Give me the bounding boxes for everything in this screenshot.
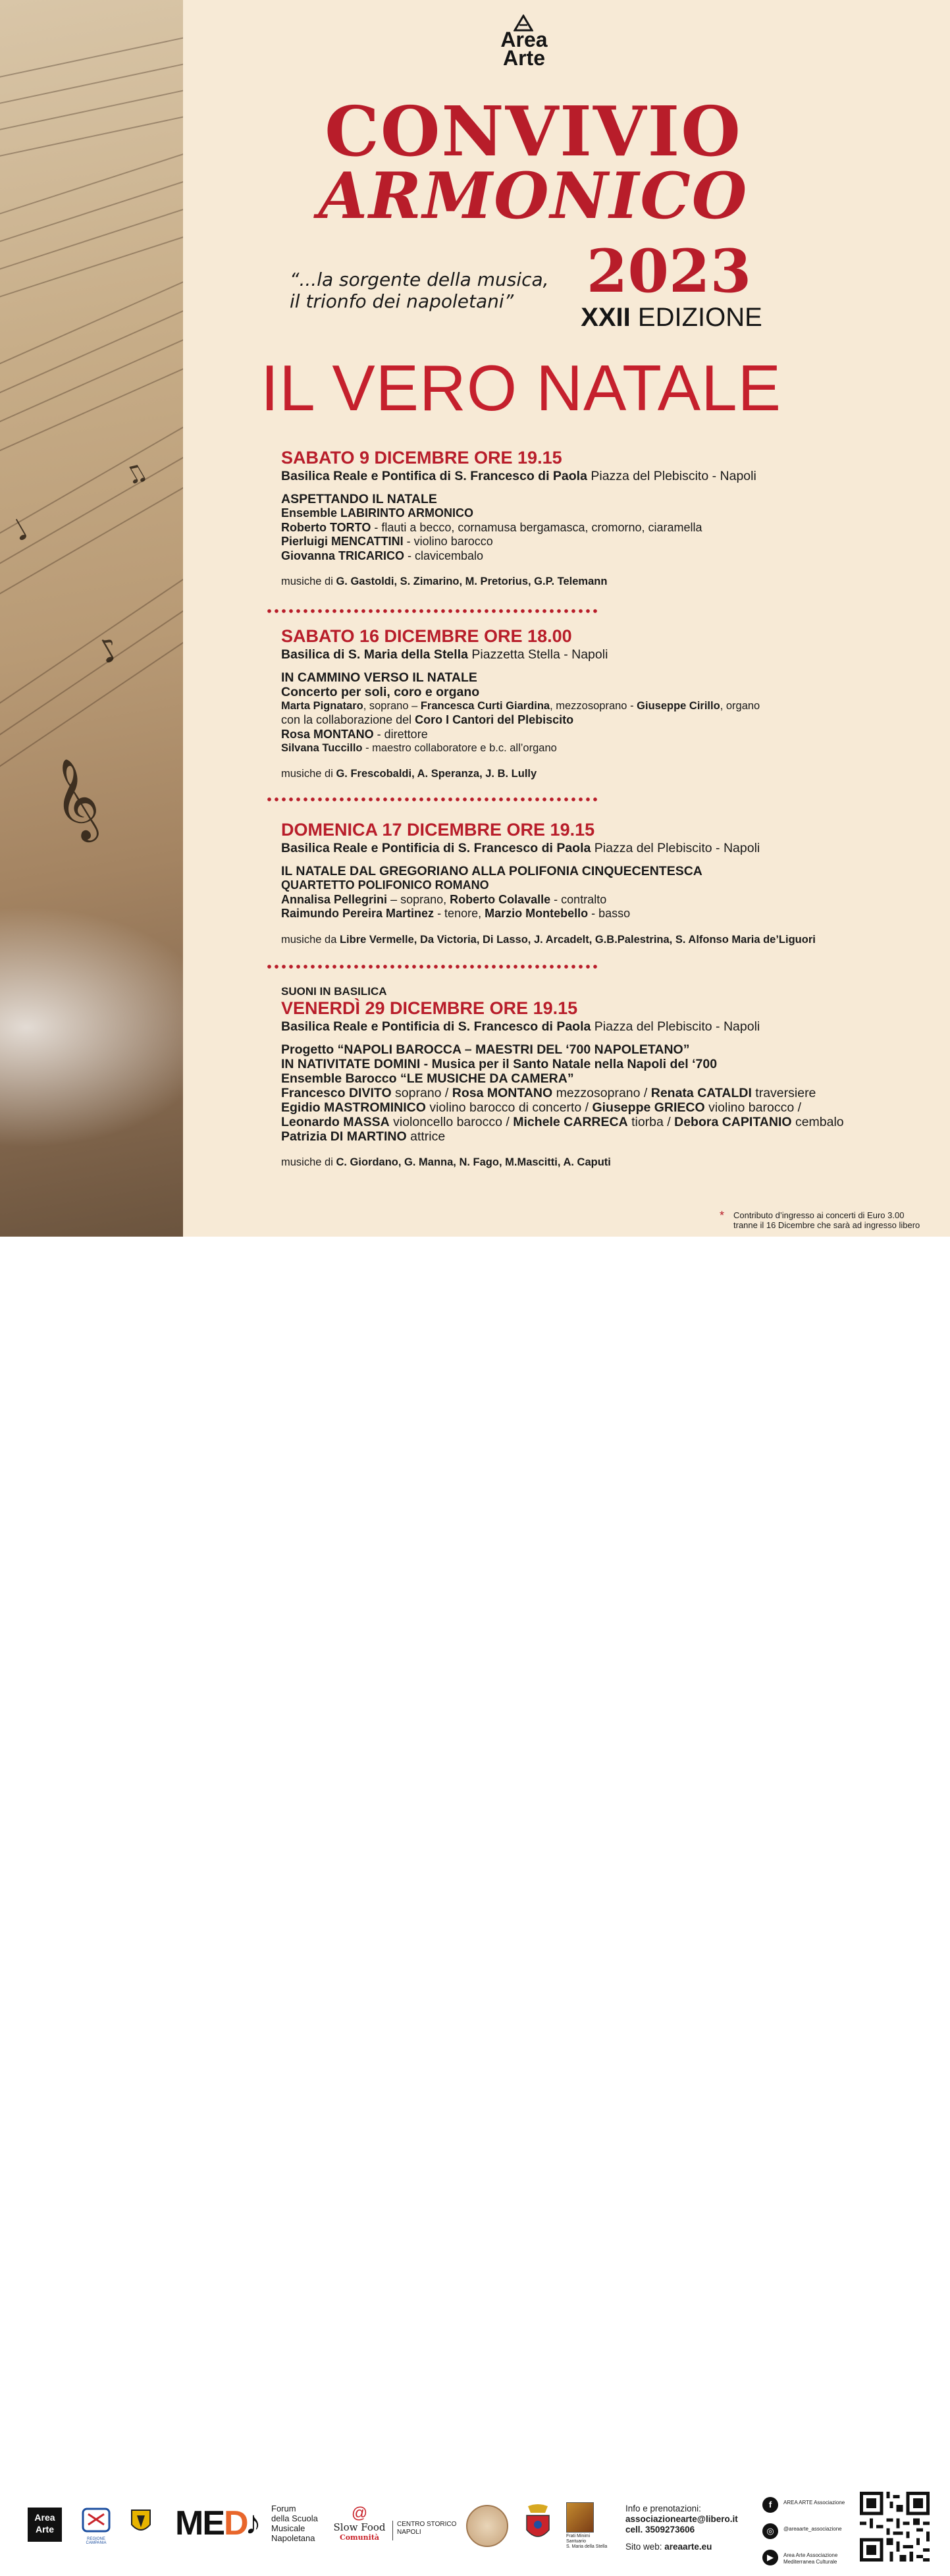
performer-line: con la collaborazione del Coro I Cantori del Plebiscito [281,713,574,726]
event-project: Progetto “NAPOLI BAROCCA – MAESTRI DEL ‘700 NAPOLETANO” [281,1042,690,1057]
dotted-divider [267,964,599,969]
event-music: musiche di G. Gastoldi, S. Zimarino, M. Pretorius, G.P. Telemann [281,576,608,587]
crest-icon [129,2508,153,2536]
contact-info [625,2504,757,2552]
event-2 [281,626,939,780]
quote-line2: il trionfo dei napoletani” [290,290,514,312]
social-facebook[interactable]: f AREA ARTE Associazione [762,2497,855,2523]
regione-label: REGIONE CAMPANIA [86,2537,107,2545]
instagram-icon: ◎ [762,2523,778,2539]
event-title: IN NATIVITATE DOMINI - Musica per il Santo Natale nella Napoli del ‘700 [281,1057,718,1071]
sponsor-footer [0,1237,950,2565]
centro-storico-logo: CENTRO STORICO NAPOLI [392,2521,459,2540]
papal-crest-icon [523,2504,553,2544]
event-subtitle: Concerto per soli, coro e organo [281,685,480,699]
event-ensemble: Ensemble LABIRINTO ARMONICO [281,506,474,520]
note-line2: tranne il 16 Dicembre che sarà ad ingresso libero [733,1220,920,1230]
social-links [762,2497,855,2576]
regione-campania-logo [78,2508,115,2543]
event-1 [281,448,939,588]
theme-heading: IL VERO NATALE [261,352,781,424]
logo-line1: Area [500,28,548,51]
performer-line: Roberto TORTO - flauti a becco, cornamusa bergamasca, cromorno, ciaramella [281,520,702,534]
title-armonico: ARMONICO [318,159,749,233]
title-year: 2023 [586,236,752,306]
ticket-note [719,1210,936,1230]
youtube-icon: ▶ [762,2550,778,2565]
edition-label [566,302,777,333]
event-date: SABATO 9 DICEMBRE ORE 19.15 [281,448,562,468]
performer-line: Egidio MASTROMINICO violino barocco di concerto / Giuseppe GRIECO violino barocco / [281,1100,801,1115]
website-link[interactable]: areaarte.eu [664,2542,712,2552]
regione-campania-icon [78,2508,115,2534]
dotted-divider [267,608,599,614]
performer-line: Patrizia DI MARTINO attrice [281,1129,446,1144]
music-note-icon: ♪ [245,2504,261,2541]
event-date: DOMENICA 17 DICEMBRE ORE 19.15 [281,820,595,840]
dotted-divider [267,797,599,802]
tagline-quote [290,269,566,312]
event-date: SABATO 16 DICEMBRE ORE 18.00 [281,626,572,646]
event-music: musiche di G. Frescobaldi, A. Speranza, J. B. Lully [281,768,537,780]
frati-minimi-logo: Frati Minimi Santuario S. Maria della Stella [566,2502,614,2550]
comune-crest-logo [129,2508,153,2536]
social-youtube[interactable]: ▶ Area Arte Associazione Mediterranea Culturale [762,2550,855,2576]
performer-line: Rosa MONTANO - direttore [281,727,428,741]
logo-line2: Arte [502,46,545,70]
contact-email[interactable]: associazionearte@libero.it [625,2514,738,2524]
event-title: IL NATALE DAL GREGORIANO ALLA POLIFONIA CINQUECENTESCA [281,864,702,878]
event-music: musiche da Libre Vermelle, Da Victoria, Di Lasso, J. Arcadelt, G.B.Palestrina, S. Alfonso Maria de’Liguori [281,933,816,946]
performer-line: Leonardo MASSA violoncello barocco / Michele CARRECA tiorba / Debora CAPITANIO cembalo [281,1115,844,1129]
area-arte-sponsor-logo: Area Arte [28,2508,62,2542]
event-venue: Basilica Reale e Pontificia di S. Francesco di Paola Piazza del Plebiscito - Napoli [281,1019,760,1034]
event-music: musiche di C. Giordano, G. Manna, N. Fago, M.Mascitti, A. Caputi [281,1156,611,1168]
area-arte-logo [492,28,556,70]
contact-phone[interactable]: cell. 3509273606 [625,2525,695,2535]
event-ensemble: Ensemble Barocco “LE MUSICHE DA CAMERA” [281,1071,574,1086]
med-logo: MED [175,2504,248,2542]
event-venue: Basilica Reale e Pontifica di S. Francesco di Paola Piazza del Plebiscito - Napoli [281,469,756,483]
poster [0,0,950,1237]
event-venue: Basilica Reale e Pontificia di S. Francesco di Paola Piazza del Plebiscito - Napoli [281,841,760,855]
performer-line: Annalisa Pellegrini – soprano, Roberto Colavalle - contralto [281,892,607,906]
event-venue: Basilica di S. Maria della Stella Piazzetta Stella - Napoli [281,647,608,662]
performer-line: Raimundo Pereira Martinez - tenore, Marzio Montebello - basso [281,907,631,920]
papal-crest-logo [523,2504,553,2544]
website-line: Sito web: areaarte.eu [625,2542,712,2552]
facebook-icon: f [762,2497,778,2513]
event-3 [281,820,939,946]
performer-line: Pierluigi MENCATTINI - violino barocco [281,535,493,548]
performer-line: Francesco DIVITO soprano / Rosa MONTANO mezzosoprano / Renata CATALDI traversiere [281,1086,816,1100]
event-date: VENERDÌ 29 DICEMBRE ORE 19.15 [281,998,578,1018]
snail-icon: @ [351,2504,368,2522]
forum-scuola-musicale-logo [245,2504,324,2550]
title-convivio: CONVIVIO [325,91,742,172]
note-line1: Contributo d’ingresso ai concerti di Euro 3.00 [733,1210,905,1220]
icon-painting [566,2502,594,2533]
contact-label: Info e prenotazioni: [625,2504,701,2513]
event-series: SUONI IN BASILICA [281,985,387,998]
event-title: ASPETTANDO IL NATALE [281,492,437,506]
performer-line: Giovanna TRICARICO - clavicembalo [281,549,484,562]
sheet-music-photo: ♪ 𝄞 ♩ ♫ [0,0,183,1237]
forum-label: Forum della Scuola Musicale Napoletana [271,2504,318,2543]
slow-food-logo: @ Slow Food Comunità [329,2505,390,2544]
quote-line1: “...la sorgente della musica, [290,269,549,290]
event-title: IN CAMMINO VERSO IL NATALE [281,670,477,685]
qr-code-icon[interactable] [860,2492,930,2562]
event-4 [281,985,939,1169]
event-ensemble: QUARTETTO POLIFONICO ROMANO [281,878,489,892]
asterisk-icon: * [720,1209,725,1222]
edition-number: XXII [581,303,631,332]
performer-line: Silvana Tuccillo - maestro collaboratore e b.c. all’organo [281,742,557,754]
edition-word: EDIZIONE [637,303,762,332]
ammonite-seal-logo [466,2505,508,2547]
social-instagram[interactable]: ◎ @areaarte_associazione [762,2523,855,2550]
performer-line: Marta Pignataro, soprano – Francesca Curti Giardina, mezzosoprano - Giuseppe Cirillo, organo [281,700,760,712]
